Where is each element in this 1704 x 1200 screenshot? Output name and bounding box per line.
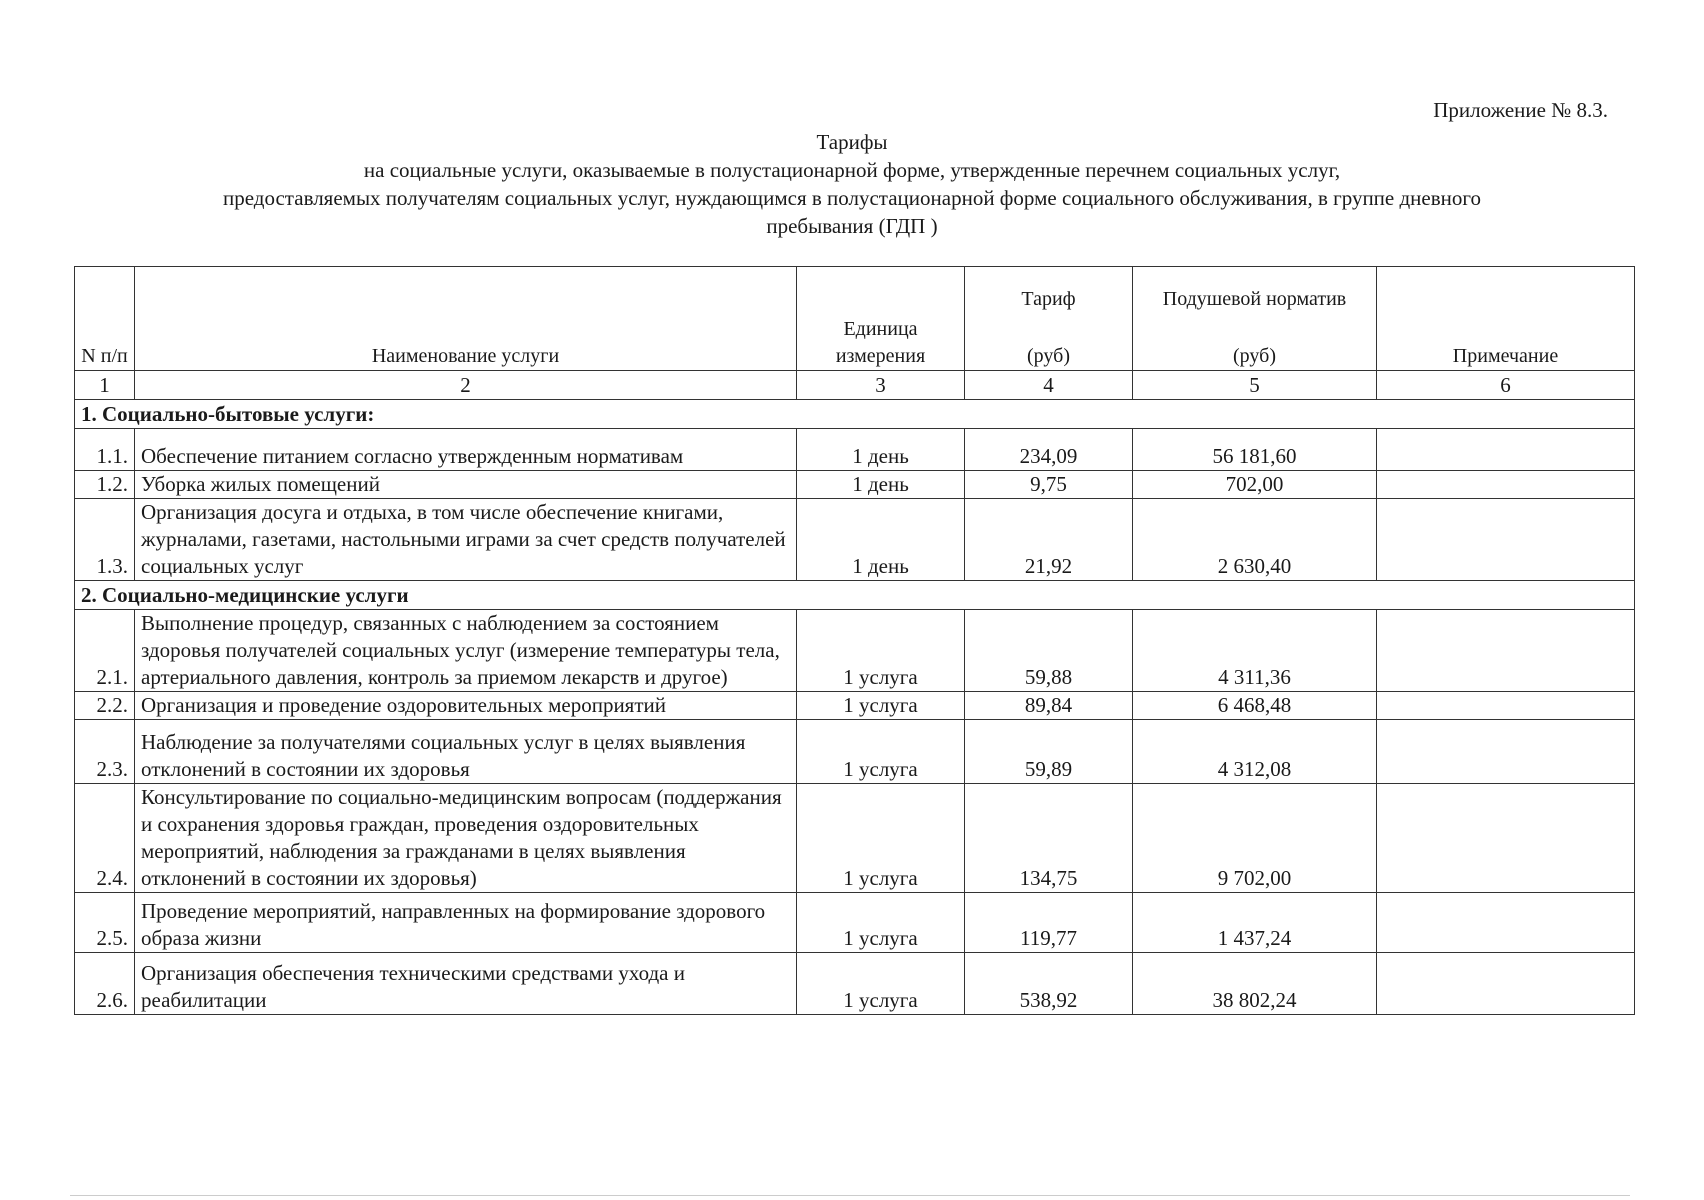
service-norm: 56 181,60 bbox=[1133, 429, 1377, 471]
service-tariff: 119,77 bbox=[965, 893, 1133, 953]
service-note bbox=[1377, 720, 1635, 784]
service-norm: 2 630,40 bbox=[1133, 499, 1377, 581]
service-norm: 1 437,24 bbox=[1133, 893, 1377, 953]
row-number: 2.6. bbox=[75, 953, 135, 1015]
row-number: 1.3. bbox=[75, 499, 135, 581]
service-note bbox=[1377, 893, 1635, 953]
column-number-row bbox=[75, 371, 1635, 400]
service-name: Проведение мероприятий, направленных на формирование здорового образа жизни bbox=[135, 893, 797, 953]
service-norm: 4 311,36 bbox=[1133, 610, 1377, 692]
service-norm: 38 802,24 bbox=[1133, 953, 1377, 1015]
service-tariff: 9,75 bbox=[965, 471, 1133, 499]
service-tariff: 59,89 bbox=[965, 720, 1133, 784]
service-tariff: 21,92 bbox=[965, 499, 1133, 581]
service-note bbox=[1377, 953, 1635, 1015]
row-number: 2.4. bbox=[75, 784, 135, 893]
header-norm-unit: (руб) bbox=[1233, 345, 1276, 367]
column-number: 6 bbox=[1377, 371, 1635, 400]
service-name: Наблюдение за получателями социальных услуг в целях выявления отклонений в состоянии их здоровья bbox=[135, 720, 797, 784]
title-line-4: пребывания (ГДП ) bbox=[766, 214, 938, 238]
service-norm: 9 702,00 bbox=[1133, 784, 1377, 893]
column-number: 4 bbox=[965, 371, 1133, 400]
table-row bbox=[75, 429, 1635, 471]
header-name: Наименование услуги bbox=[135, 267, 797, 371]
header-tariff-label: Тариф bbox=[1021, 288, 1076, 310]
service-name: Организация и проведение оздоровительных мероприятий bbox=[135, 692, 797, 720]
header-unit: Единица измерения bbox=[797, 267, 965, 371]
section-title: 2. Социально-медицинские услуги bbox=[75, 581, 1635, 610]
service-tariff: 134,75 bbox=[965, 784, 1133, 893]
table-row bbox=[75, 499, 1635, 581]
service-tariff: 234,09 bbox=[965, 429, 1133, 471]
table-row bbox=[75, 784, 1635, 893]
section-header-row bbox=[75, 581, 1635, 610]
row-number: 2.3. bbox=[75, 720, 135, 784]
service-unit: 1 услуга bbox=[797, 953, 965, 1015]
title-line-3: предоставляемых получателям социальных услуг, нуждающимся в полустационарной форме социального обслуживания, в группе дневного bbox=[223, 186, 1481, 210]
service-tariff: 59,88 bbox=[965, 610, 1133, 692]
service-note bbox=[1377, 499, 1635, 581]
service-unit: 1 услуга bbox=[797, 784, 965, 893]
column-number: 3 bbox=[797, 371, 965, 400]
column-number: 1 bbox=[75, 371, 135, 400]
table-row bbox=[75, 692, 1635, 720]
service-norm: 6 468,48 bbox=[1133, 692, 1377, 720]
service-name: Организация обеспечения техническими средствами ухода и реабилитации bbox=[135, 953, 797, 1015]
appendix-label: Приложение № 8.3. bbox=[1433, 98, 1608, 122]
section-header-row bbox=[75, 400, 1635, 429]
service-note bbox=[1377, 429, 1635, 471]
header-num: N п/п bbox=[75, 267, 135, 371]
row-number: 2.5. bbox=[75, 893, 135, 953]
title-line-2: на социальные услуги, оказываемые в полустационарной форме, утвержденные перечнем социальных услуг, bbox=[363, 158, 1341, 182]
table-row bbox=[75, 720, 1635, 784]
header-norm-label: Подушевой норматив bbox=[1162, 288, 1347, 310]
page-bottom-edge bbox=[70, 1195, 1630, 1196]
document-title bbox=[100, 128, 1604, 240]
service-unit: 1 услуга bbox=[797, 720, 965, 784]
table-row bbox=[75, 953, 1635, 1015]
service-name: Выполнение процедур, связанных с наблюдением за состоянием здоровья получателей социальных услуг (измерение температуры тела, артериального давления, контроль за приемом лекарств и другое) bbox=[135, 610, 797, 692]
table-row bbox=[75, 610, 1635, 692]
table-header-row bbox=[75, 267, 1635, 371]
tariffs-table bbox=[74, 266, 1635, 1015]
table-row bbox=[75, 893, 1635, 953]
service-unit: 1 услуга bbox=[797, 893, 965, 953]
column-number: 2 bbox=[135, 371, 797, 400]
section-title: 1. Социально-бытовые услуги: bbox=[75, 400, 1635, 429]
service-unit: 1 день bbox=[797, 429, 965, 471]
header-tariff-unit: (руб) bbox=[1027, 345, 1070, 367]
service-norm: 4 312,08 bbox=[1133, 720, 1377, 784]
service-norm: 702,00 bbox=[1133, 471, 1377, 499]
service-note bbox=[1377, 471, 1635, 499]
header-norm bbox=[1133, 267, 1377, 371]
service-name: Консультирование по социально-медицинским вопросам (поддержания и сохранения здоровья граждан, проведения оздоровительных мероприятий, наблюдения за гражданами в целях выявления отклонений в состоянии их здоровья) bbox=[135, 784, 797, 893]
service-unit: 1 услуга bbox=[797, 610, 965, 692]
service-name: Обеспечение питанием согласно утвержденным нормативам bbox=[135, 429, 797, 471]
service-note bbox=[1377, 610, 1635, 692]
header-note: Примечание bbox=[1377, 267, 1635, 371]
service-name: Уборка жилых помещений bbox=[135, 471, 797, 499]
column-number: 5 bbox=[1133, 371, 1377, 400]
service-unit: 1 услуга bbox=[797, 692, 965, 720]
service-unit: 1 день bbox=[797, 471, 965, 499]
table-row bbox=[75, 471, 1635, 499]
header-tariff bbox=[965, 267, 1133, 371]
service-name: Организация досуга и отдыха, в том числе обеспечение книгами, журналами, газетами, настольными играми за счет средств получателей социальных услуг bbox=[135, 499, 797, 581]
service-note bbox=[1377, 692, 1635, 720]
service-unit: 1 день bbox=[797, 499, 965, 581]
service-note bbox=[1377, 784, 1635, 893]
service-tariff: 538,92 bbox=[965, 953, 1133, 1015]
title-line-1: Тарифы bbox=[816, 130, 888, 154]
row-number: 1.2. bbox=[75, 471, 135, 499]
row-number: 2.2. bbox=[75, 692, 135, 720]
row-number: 2.1. bbox=[75, 610, 135, 692]
row-number: 1.1. bbox=[75, 429, 135, 471]
service-tariff: 89,84 bbox=[965, 692, 1133, 720]
